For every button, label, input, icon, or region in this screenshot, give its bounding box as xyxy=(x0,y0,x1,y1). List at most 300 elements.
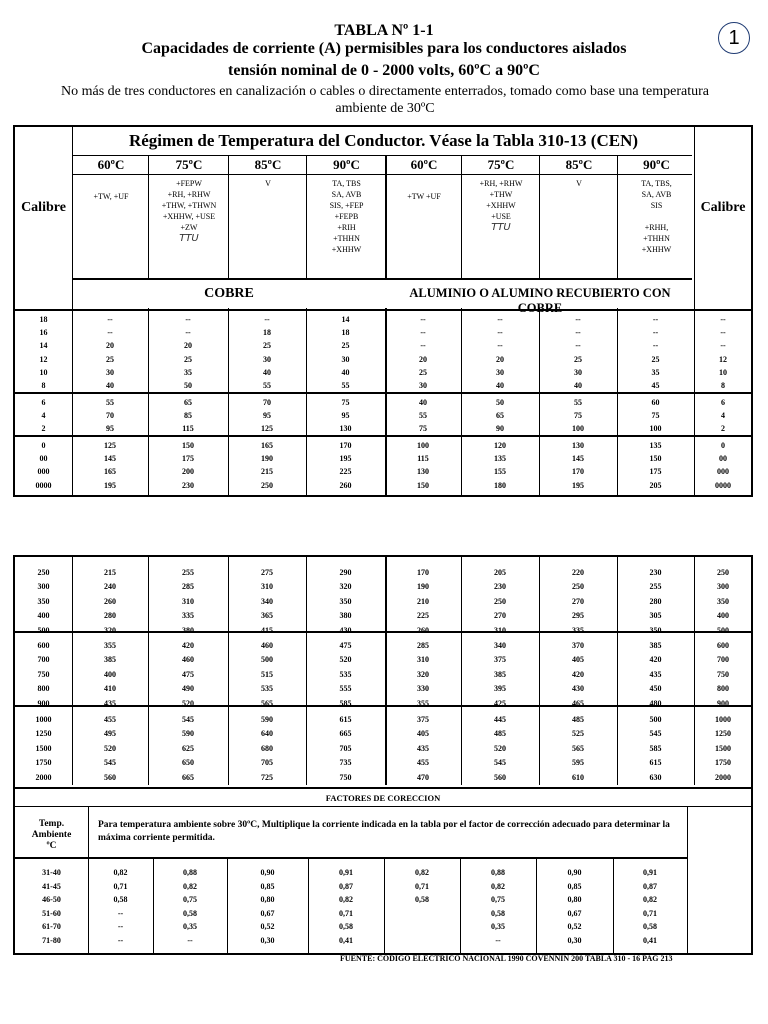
correction-factor: 0,90 xyxy=(260,868,275,877)
conductor-types xyxy=(307,178,386,255)
ampacity-value: -- xyxy=(575,328,581,338)
ampacity-value: -- xyxy=(652,341,659,351)
correction-factor: 0,82 xyxy=(183,881,197,891)
ampacity-value: 545 xyxy=(104,758,116,768)
ampacity-value: -- xyxy=(652,315,659,324)
ampacity-column xyxy=(72,566,148,638)
size-value: 000 xyxy=(717,467,729,477)
ampacity-value: -- xyxy=(420,328,426,338)
size-value: 1000 xyxy=(35,715,52,724)
size-value: 300 xyxy=(37,582,50,592)
ampacity-value: 385 xyxy=(494,669,506,679)
ampacity-value: -- xyxy=(420,315,426,324)
ampacity-value: 25 xyxy=(184,354,192,364)
ampacity-column xyxy=(385,566,461,638)
ampacity-value: 310 xyxy=(261,582,273,592)
ampacity-column xyxy=(228,313,306,392)
size-column-right xyxy=(695,396,751,436)
correction-title: FACTORES DE CORECCION xyxy=(325,793,441,803)
ampacity-column xyxy=(306,713,385,785)
ampacity-value: 18 xyxy=(341,328,350,338)
correction-factor: 0,85 xyxy=(260,881,275,891)
ampacity-value: 560 xyxy=(494,772,506,782)
correction-factor: 0,58 xyxy=(491,908,505,918)
correction-factor: 0,88 xyxy=(183,868,197,877)
ampacity-column xyxy=(228,566,306,638)
conductor-type: +XHHW xyxy=(641,245,672,254)
conductor-type: +THW xyxy=(489,190,513,199)
correction-temp: 51-60 xyxy=(42,908,61,918)
handwritten-note: TTU xyxy=(179,233,199,244)
ampacity-value: 305 xyxy=(649,611,662,621)
size-value: 12 xyxy=(719,354,727,364)
correction-factor: 0,75 xyxy=(183,895,197,905)
ampacity-value: 640 xyxy=(261,729,273,739)
ampacity-value: 270 xyxy=(494,611,506,621)
ampacity-value: 230 xyxy=(182,480,194,490)
ampacity-value: 240 xyxy=(104,582,116,592)
conductor-type: +USE xyxy=(491,212,511,221)
ampacity-value: -- xyxy=(107,315,113,324)
size-value: 500 xyxy=(717,625,729,635)
ampacity-value: 665 xyxy=(182,772,194,782)
ampacity-value: 25 xyxy=(419,367,427,377)
size-value: 0 xyxy=(41,441,46,450)
temp-label-line: ºC xyxy=(46,841,57,851)
correction-factor: 0,91 xyxy=(339,868,353,877)
ampacity-value: 535 xyxy=(339,669,352,679)
ampacity-value: 435 xyxy=(649,669,662,679)
ampacity-value: 380 xyxy=(339,611,352,621)
ampacity-value: -- xyxy=(107,328,113,338)
ampacity-value: 430 xyxy=(572,684,584,694)
ampacity-column xyxy=(306,313,385,392)
ampacity-value: 500 xyxy=(261,655,273,665)
ampacity-value: 435 xyxy=(417,743,429,753)
handwritten-note: TTU xyxy=(491,222,511,233)
ampacity-column xyxy=(228,396,306,436)
size-value: 750 xyxy=(37,669,50,679)
grid-line xyxy=(72,155,692,156)
ampacity-value: 25 xyxy=(106,354,114,364)
conductor-types xyxy=(149,178,229,244)
ampacity-value: 130 xyxy=(339,424,352,434)
ampacity-value: 460 xyxy=(182,655,194,665)
conductor-type xyxy=(618,211,695,222)
ampacity-column xyxy=(461,713,539,785)
ampacity-value: 75 xyxy=(651,411,660,421)
ampacity-value: 335 xyxy=(572,625,584,635)
ampacity-value: 630 xyxy=(649,772,662,782)
correction-factor: 0,52 xyxy=(567,922,582,932)
correction-factor: 0,35 xyxy=(183,922,197,932)
ampacity-column xyxy=(72,313,148,392)
ampacity-value: 170 xyxy=(417,568,429,577)
ampacity-value: 280 xyxy=(104,611,116,621)
ampacity-value: 430 xyxy=(339,625,352,635)
conductor-type: +XHHW, +USE xyxy=(162,212,216,221)
conductor-types xyxy=(386,191,462,202)
ampacity-value: 320 xyxy=(417,669,429,679)
ampacity-column xyxy=(461,396,539,436)
ampacity-value: 55 xyxy=(341,380,350,390)
temp-header: 75ºC xyxy=(487,157,515,172)
ampacity-value: 225 xyxy=(417,611,429,621)
correction-factor: 0,87 xyxy=(339,881,353,891)
ampacity-value: 195 xyxy=(104,480,116,490)
ampacity-value: 615 xyxy=(649,758,662,768)
correction-factor: -- xyxy=(117,908,124,918)
temp-ambient-header xyxy=(15,819,88,852)
conductor-types xyxy=(73,191,149,202)
ampacity-value: -- xyxy=(497,315,503,324)
correction-column xyxy=(227,866,308,948)
ampacity-column xyxy=(385,713,461,785)
ampacity-value: 275 xyxy=(261,568,273,577)
conductor-type: +ZW xyxy=(180,223,198,232)
size-value: 900 xyxy=(37,698,50,708)
ampacity-value: 400 xyxy=(104,669,116,679)
correction-factor: 0,90 xyxy=(567,868,582,877)
correction-column xyxy=(153,866,227,948)
ampacity-value: 280 xyxy=(649,596,662,606)
ampacity-value: 125 xyxy=(261,424,273,434)
size-value: 350 xyxy=(717,596,729,606)
size-value: 8 xyxy=(41,380,46,390)
size-value: 600 xyxy=(37,641,50,650)
ampacity-value: 385 xyxy=(649,641,662,650)
ampacity-column xyxy=(72,439,148,492)
ampacity-column xyxy=(148,396,228,436)
ampacity-value: 30 xyxy=(106,367,114,377)
ampacity-value: 410 xyxy=(104,684,116,694)
ampacity-value: 350 xyxy=(339,596,352,606)
temp-header: 85ºC xyxy=(254,157,282,172)
ampacity-column xyxy=(617,439,694,492)
conductor-type: +TW, +UF xyxy=(93,192,129,201)
conductor-types xyxy=(462,178,540,233)
ampacity-value: -- xyxy=(420,341,426,351)
ampacity-value: 45 xyxy=(651,380,660,390)
correction-factor: 0,71 xyxy=(415,881,429,891)
conductor-types xyxy=(229,178,307,189)
ampacity-value: 420 xyxy=(572,669,584,679)
section-copper: COBRE xyxy=(204,286,254,301)
conductor-type: +RH, +RHW xyxy=(479,179,523,188)
size-value: -- xyxy=(720,341,726,351)
correction-note: Para temperatura ambiente sobre 30ºC, Multiplique la corriente indicada en la tabla por el factor de corrección adecuado para determinar la máxima corriente permitida. xyxy=(98,820,670,843)
ampacity-value: 380 xyxy=(182,625,194,635)
size-value: 6 xyxy=(721,398,725,407)
ampacity-value: 250 xyxy=(494,596,506,606)
ampacity-column xyxy=(228,713,306,785)
size-column-right xyxy=(695,439,751,492)
ampacity-value: -- xyxy=(264,315,270,324)
correction-factor: 0,41 xyxy=(643,935,657,945)
correction-temp: 31-40 xyxy=(42,868,61,877)
ampacity-value: 450 xyxy=(649,684,662,694)
size-value: 00 xyxy=(719,454,727,464)
ampacity-value: 35 xyxy=(184,367,192,377)
ampacity-value: 290 xyxy=(339,568,352,577)
ampacity-column xyxy=(461,313,539,392)
ampacity-column xyxy=(461,639,539,711)
size-column-right xyxy=(695,713,751,785)
ampacity-value: 725 xyxy=(261,772,273,782)
ampacity-value: 250 xyxy=(261,480,273,490)
ampacity-value: 445 xyxy=(494,715,506,724)
ampacity-value: 230 xyxy=(649,568,662,577)
ampacity-column xyxy=(72,713,148,785)
temp-label-line: Temp. xyxy=(38,819,65,829)
ampacity-column xyxy=(306,639,385,711)
ampacity-column xyxy=(617,713,694,785)
size-value: 10 xyxy=(39,367,48,377)
conductor-type: +RIH xyxy=(337,223,356,232)
ampacity-value: 225 xyxy=(339,467,352,477)
ampacity-column xyxy=(539,713,617,785)
ampacity-value: 75 xyxy=(574,411,582,421)
ampacity-value: 405 xyxy=(417,729,429,739)
size-value: 14 xyxy=(39,341,48,351)
correction-factor: -- xyxy=(187,935,193,945)
ampacity-value: 90 xyxy=(496,424,504,434)
correction-factor: 0,91 xyxy=(643,868,657,877)
ampacity-value: 40 xyxy=(496,380,504,390)
conductor-type: +FEPW xyxy=(176,179,202,188)
conductor-type: +THW, +THWN xyxy=(161,201,217,210)
ampacity-value: 590 xyxy=(261,715,273,724)
ampacity-value: 385 xyxy=(104,655,116,665)
ampacity-column xyxy=(539,396,617,436)
conductor-types xyxy=(540,178,618,189)
conductor-type: SA, AVB xyxy=(331,190,362,199)
ampacity-value: 615 xyxy=(339,715,352,724)
size-value: -- xyxy=(720,328,726,338)
ampacity-value: 50 xyxy=(184,380,192,390)
ampacity-value: 335 xyxy=(182,611,194,621)
ampacity-value: 255 xyxy=(182,568,194,577)
ampacity-value: 20 xyxy=(496,354,504,364)
ampacity-value: 320 xyxy=(339,582,352,592)
ampacity-value: 460 xyxy=(261,641,273,650)
ampacity-value: 70 xyxy=(263,398,271,407)
size-column-right xyxy=(695,639,751,711)
correction-factor: 0,87 xyxy=(643,881,657,891)
ampacity-value: 590 xyxy=(182,729,194,739)
conductor-type: TA, TBS xyxy=(332,179,361,188)
correction-factor: 0,58 xyxy=(415,895,429,905)
ampacity-value: 250 xyxy=(572,582,584,592)
ampacity-column xyxy=(617,396,694,436)
ampacity-value: 135 xyxy=(494,454,506,464)
size-value: 0000 xyxy=(35,480,52,490)
ampacity-value: 205 xyxy=(649,480,662,490)
size-column-left xyxy=(15,396,72,436)
table-subtitle-2: tensión nominal de 0 - 2000 volts, 60ºC a 90ºC xyxy=(228,62,540,79)
correction-factor: -- xyxy=(117,922,124,932)
correction-factor: 0,80 xyxy=(567,895,582,905)
ampacity-value: 70 xyxy=(106,411,114,421)
ampacity-value: 545 xyxy=(494,758,506,768)
ampacity-value: 705 xyxy=(261,758,273,768)
ampacity-value: 500 xyxy=(649,715,662,724)
ampacity-value: 295 xyxy=(572,611,584,621)
ampacity-column xyxy=(148,439,228,492)
size-value: 6 xyxy=(41,398,46,407)
ampacity-value: 95 xyxy=(341,411,350,421)
size-value: 00 xyxy=(39,454,48,464)
ampacity-value: 340 xyxy=(261,596,273,606)
ampacity-value: 260 xyxy=(417,625,429,635)
ampacity-value: 355 xyxy=(104,641,116,650)
size-value: 8 xyxy=(721,380,725,390)
ampacity-value: 120 xyxy=(494,441,506,450)
correction-column xyxy=(308,866,384,948)
correction-factor: 0,58 xyxy=(339,922,353,932)
ampacity-value: 485 xyxy=(572,715,584,724)
ampacity-value: 405 xyxy=(572,655,584,665)
size-value: 12 xyxy=(39,354,48,364)
ampacity-value: 20 xyxy=(419,354,427,364)
ampacity-column xyxy=(617,566,694,638)
ampacity-column xyxy=(148,566,228,638)
correction-factor: 0,80 xyxy=(260,895,275,905)
ampacity-value: 200 xyxy=(182,467,194,477)
ampacity-value: 735 xyxy=(339,758,352,768)
correction-temp: 41-45 xyxy=(42,881,61,891)
conductor-type: +FEPB xyxy=(334,212,359,221)
regime-title: Régimen de Temperatura del Conductor. Véase la Tabla 310-13 (CEN) xyxy=(128,131,639,150)
correction-column xyxy=(536,866,613,948)
ampacity-value: 525 xyxy=(572,729,584,739)
correction-factor: 0,52 xyxy=(260,922,275,932)
size-column-left xyxy=(15,713,72,785)
size-column-right xyxy=(695,313,751,392)
ampacity-value: 40 xyxy=(106,380,114,390)
table-subtitle-1: Capacidades de corriente (A) permisibles para los conductores aislados xyxy=(141,40,627,57)
ampacity-value: 285 xyxy=(182,582,194,592)
size-value: 750 xyxy=(717,669,729,679)
ampacity-value: 220 xyxy=(572,568,584,577)
ampacity-value: 475 xyxy=(182,669,194,679)
correction-temp: 61-70 xyxy=(42,922,61,932)
size-value: 1750 xyxy=(35,758,52,768)
ampacity-column xyxy=(539,313,617,392)
ampacity-value: 230 xyxy=(494,582,506,592)
correction-factor: 0,30 xyxy=(567,935,582,945)
ampacity-value: 125 xyxy=(104,441,116,450)
ampacity-value: 415 xyxy=(261,625,273,635)
ampacity-value: -- xyxy=(185,315,191,324)
ampacity-column xyxy=(617,313,694,392)
ampacity-value: 55 xyxy=(419,411,427,421)
ampacity-value: 520 xyxy=(339,655,352,665)
ampacity-value: 30 xyxy=(419,380,427,390)
ampacity-value: 115 xyxy=(417,454,429,464)
correction-factor: 0,82 xyxy=(339,895,353,905)
conductor-type: +THHN xyxy=(643,234,670,243)
ampacity-value: 395 xyxy=(494,684,506,694)
conductor-type: +THHN xyxy=(333,234,360,243)
size-value: 4 xyxy=(41,411,46,421)
ampacity-value: 375 xyxy=(494,655,506,665)
correction-factor: 0,67 xyxy=(567,908,582,918)
ampacity-value: 205 xyxy=(494,568,506,577)
conductor-type: TA, TBS, xyxy=(641,179,672,188)
ampacity-value: 470 xyxy=(417,772,429,782)
ampacity-column xyxy=(385,396,461,436)
ampacity-value: 40 xyxy=(341,367,350,377)
size-value: -- xyxy=(720,315,726,324)
ampacity-table-bottom xyxy=(13,555,753,955)
temp-header: 75ºC xyxy=(175,157,203,172)
ampacity-value: 145 xyxy=(104,454,116,464)
ampacity-value: 65 xyxy=(496,411,504,421)
ampacity-value: -- xyxy=(497,328,503,338)
ampacity-column xyxy=(306,566,385,638)
ampacity-value: 260 xyxy=(339,480,352,490)
size-value: 250 xyxy=(37,568,50,577)
ampacity-column xyxy=(539,439,617,492)
size-column-left xyxy=(15,439,72,492)
size-value: 700 xyxy=(717,655,729,665)
size-value: 1000 xyxy=(715,715,731,724)
temp-header: 85ºC xyxy=(565,157,593,172)
ampacity-value: 170 xyxy=(339,441,352,450)
ampacity-column xyxy=(306,439,385,492)
ampacity-value: 35 xyxy=(651,367,660,377)
ampacity-value: 215 xyxy=(261,467,273,477)
ampacity-value: 40 xyxy=(574,380,582,390)
ampacity-value: 190 xyxy=(417,582,429,592)
conductor-type: SIS, +FEP xyxy=(329,201,364,210)
ampacity-value: 18 xyxy=(263,328,271,338)
ampacity-value: 115 xyxy=(182,424,194,434)
correction-temp-column xyxy=(15,866,88,948)
correction-factor: 0,85 xyxy=(567,881,582,891)
correction-column xyxy=(88,866,153,948)
conductor-type: V xyxy=(576,179,582,188)
ampacity-value: 475 xyxy=(339,641,352,650)
ampacity-value: 180 xyxy=(494,480,506,490)
ampacity-value: 485 xyxy=(494,729,506,739)
ampacity-value: 30 xyxy=(496,367,504,377)
ampacity-value: 130 xyxy=(417,467,429,477)
size-value: 1250 xyxy=(715,729,731,739)
ampacity-value: 565 xyxy=(261,698,273,708)
source-citation: FUENTE: CODIGO ELECTRICO NACIONAL 1990 COVENNIN 200 TABLA 310 - 16 PAG 213 xyxy=(340,954,673,963)
size-value: 700 xyxy=(37,655,50,665)
ampacity-value: 585 xyxy=(339,698,352,708)
ampacity-value: 150 xyxy=(417,480,429,490)
ampacity-value: 195 xyxy=(572,480,584,490)
ampacity-value: 545 xyxy=(649,729,662,739)
ampacity-value: 595 xyxy=(572,758,584,768)
correction-temp: 71-80 xyxy=(42,935,61,945)
ampacity-value: 365 xyxy=(261,611,273,621)
table-note: No más de tres conductores en canalización o cables o directamente enterrados, tomado como base una temperatura ambiente de 30ºC xyxy=(60,84,709,116)
ampacity-value: 585 xyxy=(649,743,662,753)
ampacity-column xyxy=(385,639,461,711)
ampacity-column xyxy=(148,639,228,711)
ampacity-value: 175 xyxy=(182,454,194,464)
conductor-type: +XHHW xyxy=(331,245,362,254)
ampacity-value: 455 xyxy=(417,758,429,768)
grid-line xyxy=(15,857,687,859)
ampacity-column xyxy=(306,396,385,436)
ampacity-value: 680 xyxy=(261,743,273,753)
